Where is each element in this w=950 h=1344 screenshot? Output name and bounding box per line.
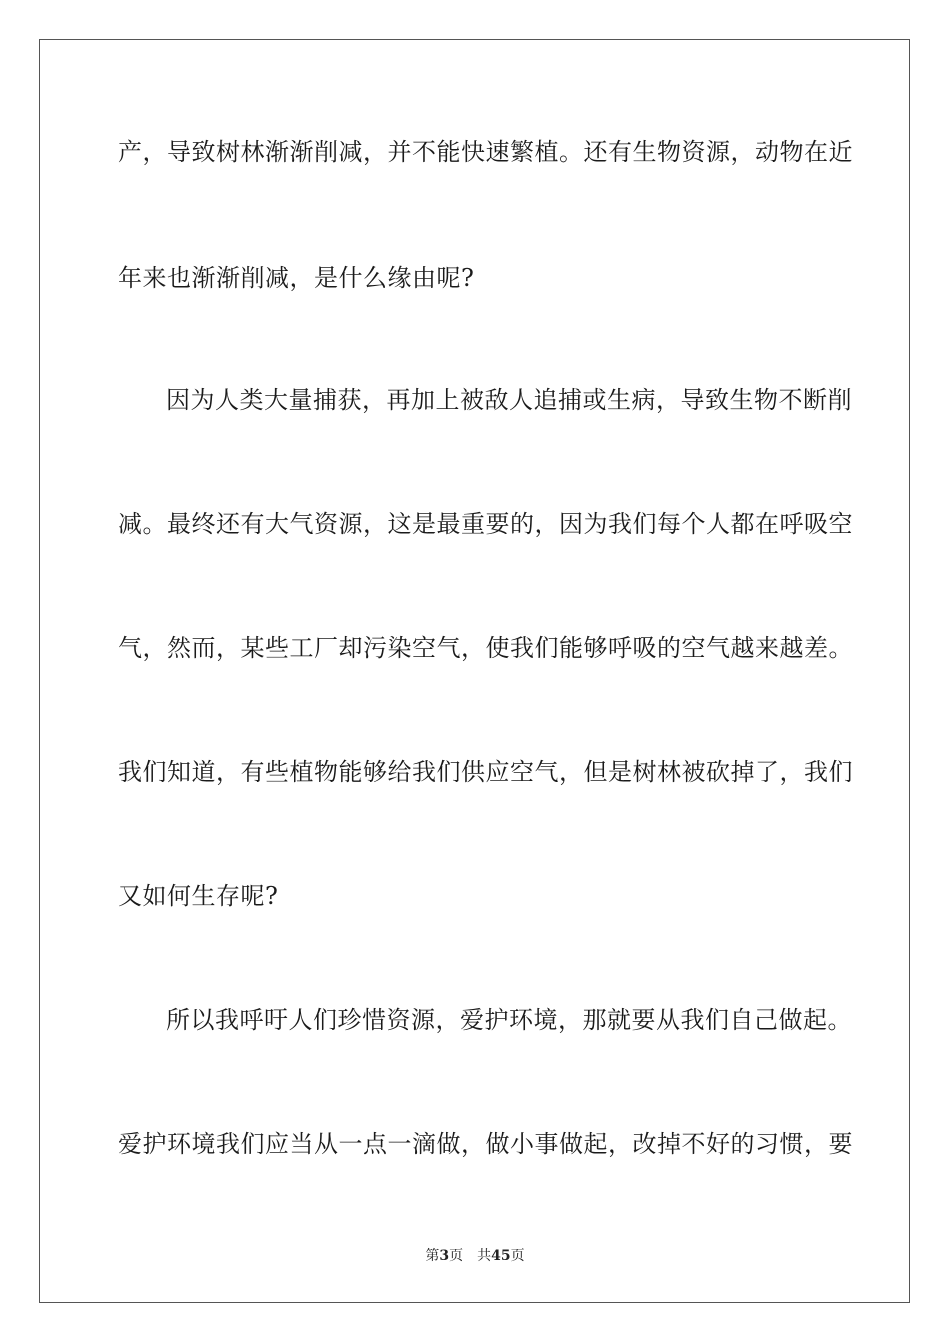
text-line: 爱护环境我们应当从一点一滴做，做小事做起，改掉不好的习惯，要 <box>118 1130 853 1158</box>
page-footer <box>0 1246 950 1266</box>
paragraph-start-line: 因为人类大量捕获，再加上被敌人追捕或生病，导致生物不断削 <box>166 386 852 414</box>
text-line: 又如何生存呢? <box>118 882 279 910</box>
text-line: 年来也渐渐削减，是什么缘由呢? <box>118 264 475 292</box>
page-number-suffix: 页 <box>449 1248 464 1264</box>
text-line: 产，导致树林渐渐削减，并不能快速繁植。还有生物资源，动物在近 <box>118 138 853 166</box>
total-pages-prefix: 共 <box>477 1248 492 1264</box>
page-border <box>39 39 910 1303</box>
text-line: 我们知道，有些植物能够给我们供应空气，但是树林被砍掉了，我们 <box>118 758 853 786</box>
page-number-prefix: 第 <box>425 1248 440 1264</box>
text-line: 气，然而，某些工厂却污染空气，使我们能够呼吸的空气越来越差。 <box>118 634 853 662</box>
page-number: 3 <box>439 1248 450 1264</box>
text-line: 减。最终还有大气资源，这是最重要的，因为我们每个人都在呼吸空 <box>118 510 853 538</box>
paragraph-start-line: 所以我呼吁人们珍惜资源，爱护环境，那就要从我们自己做起。 <box>166 1006 852 1034</box>
total-pages: 45 <box>491 1248 511 1264</box>
total-pages-suffix: 页 <box>510 1248 525 1264</box>
